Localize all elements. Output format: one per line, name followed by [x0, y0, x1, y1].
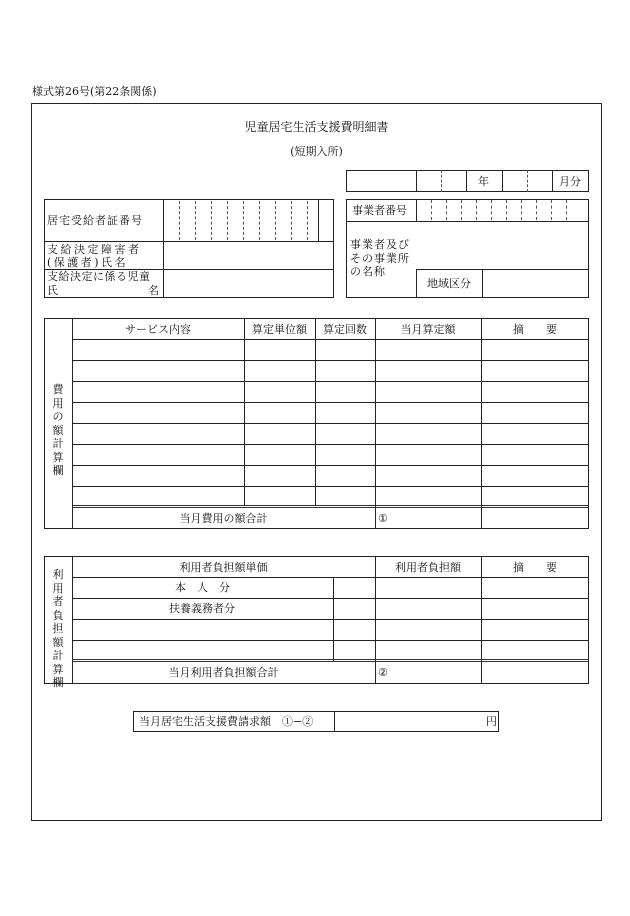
cost-header-remarks: 摘 要	[513, 323, 557, 336]
provider-number-field[interactable]	[417, 200, 588, 221]
region-label: 地域区分	[427, 277, 471, 290]
burden-header-unit-price: 利用者負担額単価	[179, 561, 268, 574]
cost-row-2[interactable]	[73, 361, 588, 381]
guardian-name-label-2: (保護者)氏名	[47, 256, 129, 269]
child-name-label-2: 氏名	[47, 284, 159, 297]
cost-row-8[interactable]	[73, 487, 588, 505]
form-subtitle: (短期入所)	[290, 145, 343, 158]
provider-name-field[interactable]	[417, 222, 588, 269]
burden-self-label: 本 人 分	[175, 581, 230, 594]
form-title: 児童居宅生活支援費明細書	[244, 120, 389, 134]
year-label: 年	[478, 175, 489, 188]
burden-side-label: 利用者負担額計算欄	[52, 568, 64, 689]
child-name-field[interactable]	[164, 270, 333, 297]
burden-family-label: 扶養義務者分	[169, 602, 235, 615]
cost-row-6[interactable]	[73, 445, 588, 465]
burden-row-2[interactable]	[334, 599, 588, 619]
burden-row-4[interactable]	[73, 641, 588, 659]
cost-total-marker: ①	[378, 512, 388, 525]
claim-amount-field[interactable]	[335, 712, 485, 731]
child-name-label: 支給決定に係る児童	[47, 270, 151, 283]
cost-total-label: 当月費用の額合計	[179, 512, 268, 525]
cost-row-7[interactable]	[73, 466, 588, 486]
burden-header-amount: 利用者負担額	[395, 561, 461, 574]
claim-unit: 円	[486, 715, 497, 728]
cost-header-amount: 当月算定額	[400, 323, 456, 336]
month-label: 月分	[559, 175, 581, 188]
month-input[interactable]	[503, 171, 552, 191]
burden-total-label: 当月利用者負担額合計	[168, 666, 279, 679]
burden-total-marker: ②	[378, 666, 388, 679]
burden-header-remarks: 摘 要	[513, 561, 557, 574]
cert-number-label: 居宅受給者証番号	[47, 214, 143, 227]
cost-header-count: 算定回数	[323, 323, 367, 336]
cost-row-3[interactable]	[73, 382, 588, 402]
guardian-name-field[interactable]	[164, 242, 333, 269]
cost-row-1[interactable]	[73, 340, 588, 360]
cost-total-field[interactable]	[390, 509, 480, 528]
burden-row-3[interactable]	[73, 620, 588, 640]
cost-header-unit: 算定単位額	[252, 323, 307, 336]
year-input[interactable]	[417, 171, 466, 191]
provider-number-label: 事業者番号	[352, 204, 407, 217]
claim-label: 当月居宅生活支援費請求額 ①−②	[139, 715, 314, 728]
cost-row-4[interactable]	[73, 403, 588, 423]
form-number: 様式第26号(第22条関係)	[32, 85, 157, 98]
cost-side-label: 費用の額計算欄	[52, 383, 64, 477]
cost-row-5[interactable]	[73, 424, 588, 444]
guardian-name-label: 支給決定障害者	[47, 243, 142, 256]
burden-row-1[interactable]	[334, 578, 588, 598]
provider-name-label: 事業者及びその事業所の名称	[350, 238, 410, 278]
burden-total-field[interactable]	[390, 663, 480, 683]
region-field[interactable]	[483, 270, 588, 297]
cost-header-service: サービス内容	[125, 323, 191, 336]
